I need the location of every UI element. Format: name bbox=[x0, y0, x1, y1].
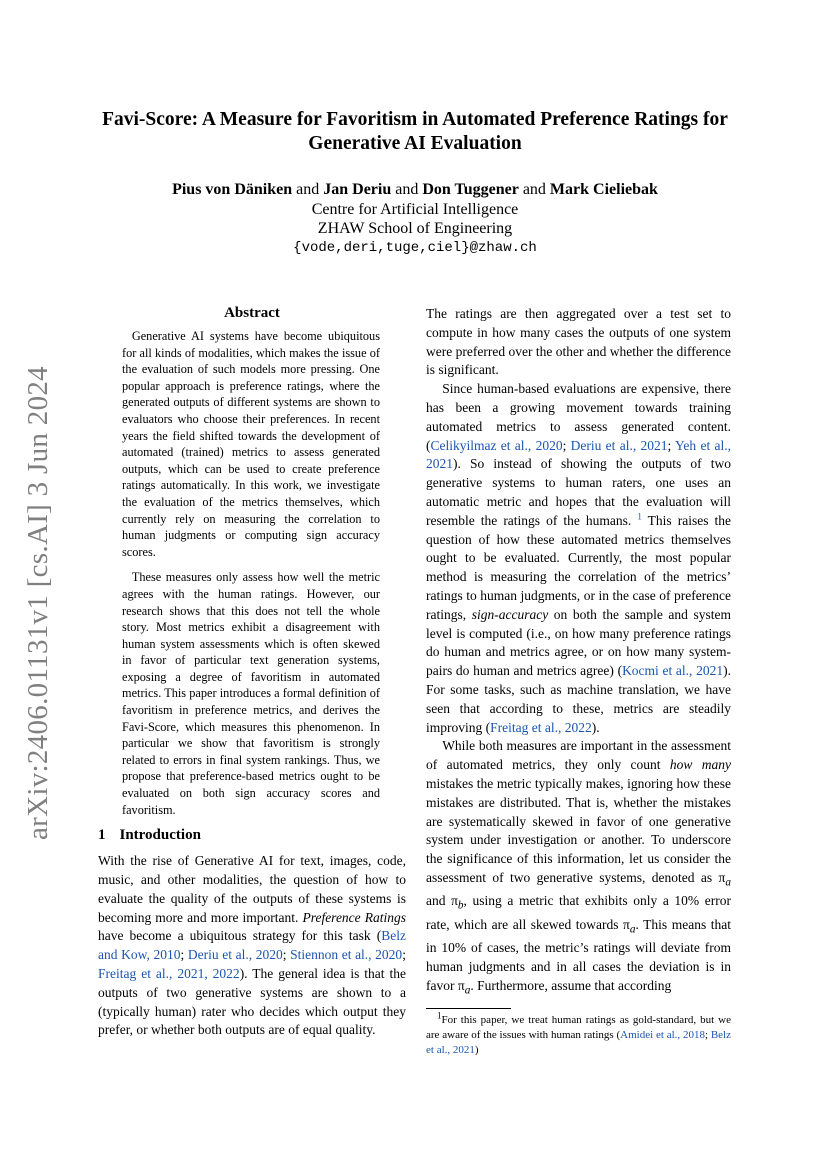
citation-link[interactable]: Freitag et al., 2021, 2022 bbox=[98, 966, 240, 981]
left-column bbox=[98, 305, 406, 1040]
abstract-heading: Abstract bbox=[224, 305, 280, 321]
citation-link[interactable]: Celikyilmaz et al., 2020 bbox=[430, 437, 563, 453]
citation-link[interactable]: Belz and Kow, 2010 bbox=[98, 928, 406, 963]
citation-link[interactable]: Deriu et al., 2020 bbox=[187, 947, 283, 963]
citation-link[interactable]: Belz et al., 2021 bbox=[426, 1029, 731, 1056]
section-number: 1 bbox=[98, 827, 106, 844]
citation-link[interactable]: Stiennon et al., 2020 bbox=[290, 947, 403, 963]
footnote: $^1$For this paper, we treat human ratings as gold-standard, but we are aware of the issues with human ratings (Amidei et al., 2018; Belz et al., 2021) bbox=[426, 1010, 731, 1056]
author-separator: and bbox=[296, 181, 320, 198]
citation-link[interactable]: Amidei et al., 2018 bbox=[620, 1029, 705, 1042]
citation-link[interactable]: Kocmi et al., 2021 bbox=[622, 663, 724, 679]
author-name: Mark Cieliebak bbox=[549, 181, 658, 198]
intro-paragraph: While both measures are important in the assessment of automated metrics, they only count how many mistakes the metric typically makes, ignoring how these mistakes are distributed. That is, whether the mistakes are systematically skewed in favor of one generative system under investigation or another. To underscore the significance of this information, let us consider the assessment of two generative systems, denoted as $\pi_a$ and $\pi_b$, using a metric that exhibits only a 10% error rate, which are all skewed towards $\pi_a$. This means that in 10% of cases, the metric’s ratings will deviate from human judgments and in all cases the deviation is in favor $\pi_a$. Furthermore, assume that according bbox=[426, 738, 732, 997]
section-title: Introduction bbox=[119, 827, 201, 844]
affiliation-line: ZHAW School of Engineering bbox=[317, 220, 513, 237]
author-separator: and bbox=[395, 181, 419, 198]
author-name: Don Tuggener bbox=[422, 181, 519, 198]
author-list bbox=[90, 180, 740, 200]
intro-paragraph: The ratings are then aggregated over a test set to compute in how many cases the outputs of one system were preferred over the other and whether the difference is significant. bbox=[426, 306, 731, 378]
paper-title: Favi-Score: A Measure for Favoritism in Automated Preference Ratings for Generative AI Evaluation bbox=[102, 109, 728, 154]
author-block bbox=[90, 180, 740, 258]
arxiv-identifier: arXiv:2406.01131v1 [cs.AI] 3 Jun 2024 bbox=[22, 366, 54, 840]
affiliation-line: Centre for Artificial Intelligence bbox=[311, 200, 519, 218]
abstract-paragraph: These measures only assess how well the metric agrees with the human ratings. However, our research shows that this does not tell the whole story. Most metrics exhibit a disagreement with human system assessments which is often skewed in favor of particular text generation systems, exposing a degree of favoritism in automated metrics. This paper introduces a formal definition of favoritism in preference metrics, and derives the Favi-Score, which measures this phenomenon. In particular we show that favoritism is strongly related to errors in final system rankings. Thus, we propose that preference-based metrics ought to be evaluated on both sign accuracy scores and favoritism. bbox=[122, 570, 380, 817]
right-column bbox=[426, 305, 731, 1057]
intro-paragraph: Since human-based evaluations are expensive, there has been a growing movement towards training automated metrics to assess generated content. (Celikyilmaz et al., 2020; Deriu et al., 2021; Yeh et al., 2021). So instead of showing the outputs of two generative systems to human raters, one uses an automatic metric and hopes that the evaluation will resemble the ratings of the humans. $^1$ This raises the question of how these automated metrics themselves ought to be evaluated. Currently, the most popular method is measuring the correlation of the metrics’ ratings to human judgments, or in the case of preference ratings, sign-accuracy on both the sample and system level is computed (i.e., on how many preference ratings do human and metrics agree, or on how many system-pairs do human and metrics agree) (Kocmi et al., 2021). For some tasks, such as machine translation, we have seen that according to these, metrics are steadily improving (Freitag et al., 2022). bbox=[426, 381, 731, 735]
intro-paragraph: With the rise of Generative AI for text, images, code, music, and other modalities, the question of how to evaluate the quality of the outputs of these systems is becoming more and more important. Preference Ratings have become a ubiquitous strategy for this task (Belz and Kow, 2010; Deriu et al., 2020; Stiennon et al., 2020; Freitag et al., 2021, 2022). The general idea is that the outputs of two generative systems are shown to a (typically human) rater who decides which output they prefer, or whether both outputs are of equal quality. bbox=[98, 853, 406, 1038]
author-name: Jan Deriu bbox=[323, 181, 392, 198]
citation-link[interactable]: Freitag et al., 2022 bbox=[490, 719, 592, 735]
footnote-marker[interactable]: 1 bbox=[637, 511, 642, 522]
author-separator: and bbox=[522, 181, 546, 198]
abstract-paragraph: Generative AI systems have become ubiquitous for all kinds of modalities, which makes the issue of the evaluation of such models more pressing. One popular approach is preference ratings, where the generated outputs of different systems are shown to evaluators who choose their preferences. In recent years the field shifted towards the development of automated (trained) metrics to assess generated outputs, which can be used to create preference ratings automatically. In this work, we investigate the evaluation of the metrics themselves, which currently rely on measuring the correlation to human judgments or computing sign accuracy scores. bbox=[122, 329, 380, 559]
citation-link[interactable]: Deriu et al., 2021 bbox=[570, 437, 668, 453]
section-heading bbox=[98, 827, 406, 844]
author-name: Pius von Däniken bbox=[172, 181, 293, 198]
email-address: {vode,deri,tuge,ciel}@zhaw.ch bbox=[293, 239, 537, 256]
citation-link[interactable]: Yeh et al., 2021 bbox=[426, 437, 731, 472]
footnote-number: 1 bbox=[437, 1010, 442, 1021]
footnote-divider bbox=[426, 1008, 511, 1009]
